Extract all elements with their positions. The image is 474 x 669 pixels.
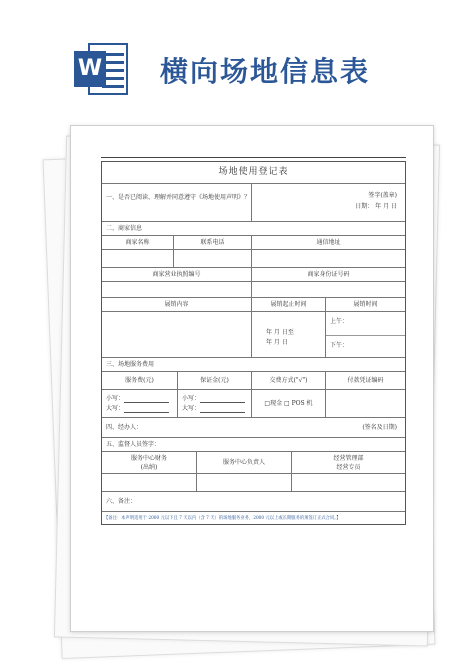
section-6-row [102, 492, 405, 512]
merchant-value-row [102, 250, 405, 268]
form-title-row [102, 162, 405, 184]
note-row [102, 512, 405, 524]
finance-sign-field[interactable] [102, 474, 197, 491]
deposit-upper-input[interactable] [200, 406, 245, 413]
date-to-label: 年 月 日 [266, 339, 288, 346]
id-number-field[interactable] [252, 282, 405, 297]
section-5-label: 五、监督人员签字： [106, 441, 161, 448]
exhibit-time-header: 展销时间 [353, 301, 378, 308]
section-4-label: 四、经办人： [106, 424, 143, 431]
lower-amount-label: 小写： [182, 395, 201, 402]
document-page [70, 125, 434, 632]
service-fee-lower-input[interactable] [124, 396, 169, 403]
license-header-row [102, 268, 405, 282]
upper-amount-label: 大写： [182, 405, 201, 412]
cashier-header: (出纳) [140, 464, 158, 471]
page-title: 横向场地信息表 [160, 55, 371, 88]
section-2-label: 二、商家信息 [106, 225, 143, 232]
section-5-header [102, 438, 405, 452]
fee-value-row [102, 390, 405, 418]
am-label: 上午： [330, 318, 349, 325]
management-dept-header: 经营管理部 [333, 455, 364, 462]
merchant-name-header: 商家名称 [125, 239, 150, 246]
license-header: 商家营业执照编号 [152, 271, 201, 278]
banner [0, 0, 474, 120]
management-sign-field[interactable] [292, 474, 405, 491]
exhibit-content-header: 展销内容 [164, 301, 189, 308]
center-head-header: 服务中心负责人 [222, 459, 265, 466]
service-fee-header: 服务费(元) [125, 377, 154, 384]
license-field[interactable] [102, 282, 252, 297]
management-officer-header: 经营专员 [336, 464, 361, 471]
merchant-name-field[interactable] [102, 250, 174, 267]
divider [101, 157, 406, 158]
payment-method-header: 交费方式("√") [269, 377, 308, 384]
supervisor-sign-row [102, 474, 405, 492]
license-value-row [102, 282, 405, 298]
exhibit-content-field[interactable] [102, 312, 252, 357]
date-label: 日期： 年 月 日 [355, 203, 397, 210]
address-header: 通信地址 [316, 239, 341, 246]
id-number-header: 商家身份证号码 [307, 271, 350, 278]
exhibit-header-row [102, 298, 405, 312]
form-title: 场地使用登记表 [218, 167, 289, 177]
exhibit-period-header: 展销起止时间 [270, 301, 307, 308]
finance-header: 服务中心财务 [130, 455, 167, 462]
section-1-row [102, 184, 405, 222]
service-fee-upper-input[interactable] [124, 406, 169, 413]
section-6-label: 六、备注： [106, 498, 137, 505]
section-4-row [102, 418, 405, 438]
deposit-header: 保证金(元) [200, 377, 229, 384]
phone-field[interactable] [174, 250, 252, 267]
section-1-question: 一、是否已阅读、理解并同意遵守《场地使用声明》？ [106, 194, 251, 201]
deposit-lower-input[interactable] [200, 396, 245, 403]
word-letter: W [74, 51, 106, 87]
merchant-header-row [102, 236, 405, 250]
registration-form [101, 161, 406, 525]
lower-amount-label: 小写： [106, 395, 125, 402]
upper-amount-label: 大写： [106, 405, 125, 412]
section-3-label: 三、场地服务费用 [106, 361, 155, 368]
signature-label: 签字(盖章) [368, 192, 397, 199]
supervisor-header-row [102, 452, 405, 474]
word-doc-icon [74, 43, 132, 95]
payment-options[interactable]: □现金 □ POS 机 [264, 400, 313, 407]
receipt-code-header: 付款凭证编码 [347, 377, 384, 384]
center-head-sign-field[interactable] [197, 474, 292, 491]
section-2-header [102, 222, 405, 236]
address-field[interactable] [252, 250, 405, 267]
footer-note: 【备注：本声明适用于 2000 元以下且 7 天以内（含 7 天）的场地服务业务，2000 元以上或长期服务的须签订正式合同。】 [104, 516, 341, 521]
exhibit-value-row [102, 312, 405, 358]
fee-header-row [102, 372, 405, 390]
section-4-sign-note: (签名及日期) [362, 424, 397, 431]
date-from-label: 年 月 日至 [266, 329, 294, 336]
phone-header: 联系电话 [200, 239, 225, 246]
section-3-header [102, 358, 405, 372]
receipt-code-field[interactable] [326, 390, 405, 417]
pm-label: 下午： [330, 342, 349, 349]
